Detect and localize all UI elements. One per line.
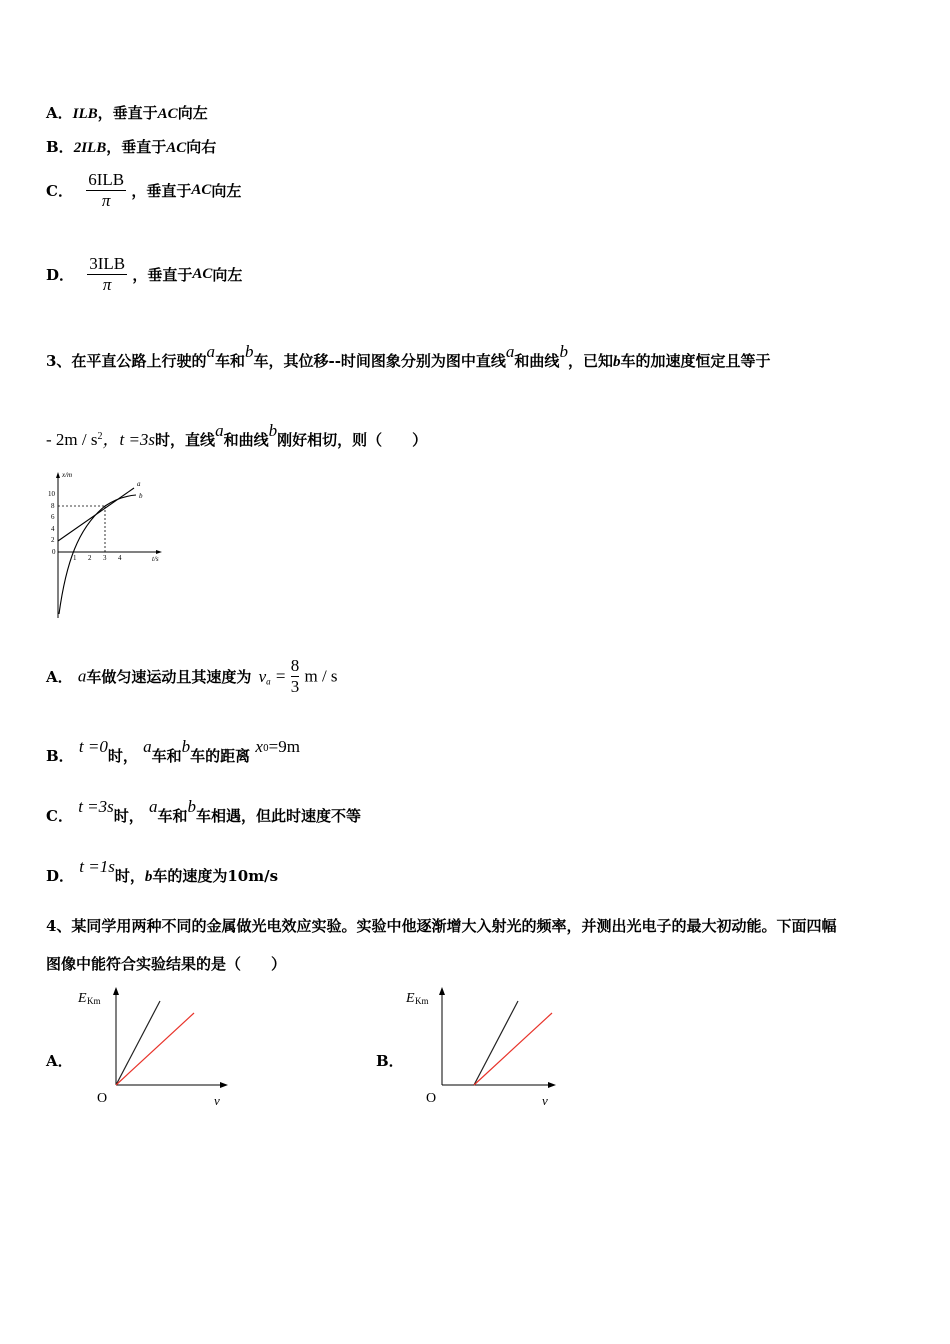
y-tick-label: 2	[51, 536, 55, 544]
q3-option-c	[46, 797, 362, 826]
var-b: b	[244, 342, 254, 361]
q3-option-d	[46, 857, 279, 886]
direction-text: 向左	[211, 182, 242, 200]
var-a: a	[77, 666, 87, 686]
origin-label: O	[97, 1091, 108, 1106]
velocity-subscript: a	[266, 676, 271, 687]
q2-option-a	[46, 102, 208, 123]
option-text: 时，	[107, 747, 138, 765]
option-expr: 2ILB	[73, 140, 107, 156]
acceleration-exponent: 2	[97, 431, 103, 442]
option-label: C．	[46, 182, 73, 200]
metal-line-red	[116, 1013, 194, 1085]
stem-text: 和曲线	[514, 352, 560, 370]
ac-label: AC	[166, 140, 187, 156]
q3-stem-line1	[46, 342, 771, 371]
q3-stem-line2	[46, 421, 428, 450]
metal-line-red	[474, 1013, 552, 1085]
option-label: D．	[46, 266, 75, 284]
stem-text: ，已知	[567, 352, 613, 370]
velocity-value: 10m/s	[227, 867, 279, 885]
x-axis-arrow	[548, 1082, 556, 1088]
x-tick-label: 4	[118, 554, 122, 562]
x-axis-arrow	[156, 550, 162, 554]
direction-text: 向右	[186, 138, 217, 156]
option-label: D．	[46, 867, 75, 885]
time-condition: t =0	[78, 737, 108, 756]
q2-option-b	[46, 136, 216, 157]
var-b: b	[187, 797, 197, 816]
xt-graph	[44, 468, 172, 620]
time-condition: ，t =3s	[102, 430, 156, 449]
velocity-fraction	[291, 656, 300, 697]
q2-option-c	[46, 170, 241, 211]
q4-option-a-label: A．	[46, 1052, 73, 1070]
option-label: B．	[46, 747, 74, 765]
var-a: a	[149, 797, 158, 816]
y-axis-arrow	[56, 472, 60, 478]
ac-label: AC	[157, 106, 178, 122]
option-text: 车的速度为	[152, 867, 228, 885]
q2-option-d	[46, 254, 242, 295]
q3-option-b	[46, 737, 300, 768]
option-label: B．	[46, 138, 74, 156]
y-tick-label: 4	[51, 525, 55, 533]
curve-b	[59, 495, 136, 614]
stem-text: 3、在平直公路上行驶的	[46, 352, 207, 370]
fraction-denominator: π	[102, 275, 112, 294]
stem-text: 时，直线	[155, 431, 216, 449]
q4-graph-b	[400, 985, 562, 1107]
direction-text: 向左	[177, 104, 208, 122]
curve-b-label: b	[139, 492, 143, 500]
x-axis-label: t/s	[152, 555, 159, 563]
fraction	[86, 170, 126, 211]
y-axis-arrow	[439, 987, 445, 995]
option-text: 时，	[114, 867, 145, 885]
x-axis-label: ν	[214, 1093, 220, 1107]
fraction-denominator: 3	[290, 677, 300, 696]
ac-label: AC	[192, 266, 213, 282]
option-text: ，垂直于	[132, 266, 193, 284]
x-tick-label: 1	[73, 554, 77, 562]
x-axis-label: ν	[542, 1093, 548, 1107]
q3-option-a	[46, 656, 338, 697]
option-text: 时，	[113, 807, 144, 825]
y-axis-subscript: Km	[415, 996, 429, 1006]
distance-value: =9m	[268, 737, 300, 756]
metal-line-black	[474, 1001, 518, 1085]
velocity-symbol: v	[258, 666, 267, 686]
option-text: 车做匀速运动且其速度为	[86, 668, 252, 686]
var-b: b	[144, 869, 153, 885]
option-label: C．	[46, 807, 73, 825]
var-a: a	[215, 421, 224, 440]
var-b: b	[559, 342, 568, 361]
y-tick-label: 6	[51, 513, 55, 521]
y-tick-label: 8	[51, 502, 55, 510]
line-a-label: a	[137, 480, 141, 488]
fraction-denominator: π	[101, 191, 111, 210]
q4-option-b-label: B．	[376, 1052, 404, 1070]
option-label: A．	[46, 104, 73, 122]
fraction	[87, 254, 127, 295]
option-text: ，垂直于	[106, 138, 167, 156]
var-a: a	[206, 342, 215, 361]
y-tick-label: 0	[52, 548, 56, 556]
y-axis-label: E	[78, 991, 87, 1006]
origin-label: O	[426, 1091, 437, 1106]
option-expr: ILB	[72, 106, 98, 122]
acceleration-value: - 2m / s	[46, 430, 98, 449]
fraction-numerator: 3ILB	[89, 254, 126, 273]
y-tick-label: 10	[48, 490, 55, 498]
var-a: a	[505, 342, 515, 361]
q4-stem-line2: 图像中能符合实验结果的是（ ）	[46, 955, 287, 973]
var-b: b	[268, 421, 278, 440]
x-tick-label: 2	[88, 554, 92, 562]
stem-text: 车，其位移--时间图象分别为图中直线	[253, 352, 506, 370]
y-axis-label: x/m	[62, 471, 73, 479]
fraction-numerator: 6ILB	[88, 170, 125, 189]
equals-sign: =	[275, 666, 286, 686]
time-condition: t =1s	[79, 857, 115, 876]
q4-stem-line1: 4、某同学用两种不同的金属做光电效应实验。实验中他逐渐增大入射光的频率，并测出光电子的最大初动能。下面四幅	[46, 917, 837, 935]
metal-line-black	[116, 1001, 160, 1085]
time-condition: t =3s	[78, 797, 114, 816]
var-b: b	[612, 354, 621, 370]
y-axis-arrow	[113, 987, 119, 995]
stem-text: 车和	[214, 352, 245, 370]
direction-text: 向左	[212, 266, 243, 284]
option-text: ，垂直于	[131, 182, 192, 200]
option-text: 车的距离	[190, 747, 251, 765]
x-axis-arrow	[220, 1082, 228, 1088]
y-axis-subscript: Km	[87, 996, 101, 1006]
stem-text: 和曲线	[223, 431, 269, 449]
ac-label: AC	[191, 182, 212, 198]
distance-symbol: x	[255, 737, 263, 756]
y-axis-label: E	[406, 991, 415, 1006]
distance-subscript: 0	[262, 744, 269, 754]
option-text: 车和	[151, 747, 182, 765]
stem-text: 车的加速度恒定且等于	[620, 352, 771, 370]
velocity-unit: m / s	[304, 666, 338, 686]
x-tick-label: 3	[103, 554, 107, 562]
stem-text: 刚好相切，则（ ）	[277, 431, 428, 449]
option-text: 车和	[157, 807, 188, 825]
var-b: b	[181, 737, 191, 756]
q4-graph-a	[72, 985, 234, 1107]
var-a: a	[143, 737, 152, 756]
option-label: A．	[46, 668, 73, 686]
option-text: ，垂直于	[97, 104, 158, 122]
fraction-numerator: 8	[290, 656, 300, 675]
option-text: 车相遇，但此时速度不等	[196, 807, 362, 825]
